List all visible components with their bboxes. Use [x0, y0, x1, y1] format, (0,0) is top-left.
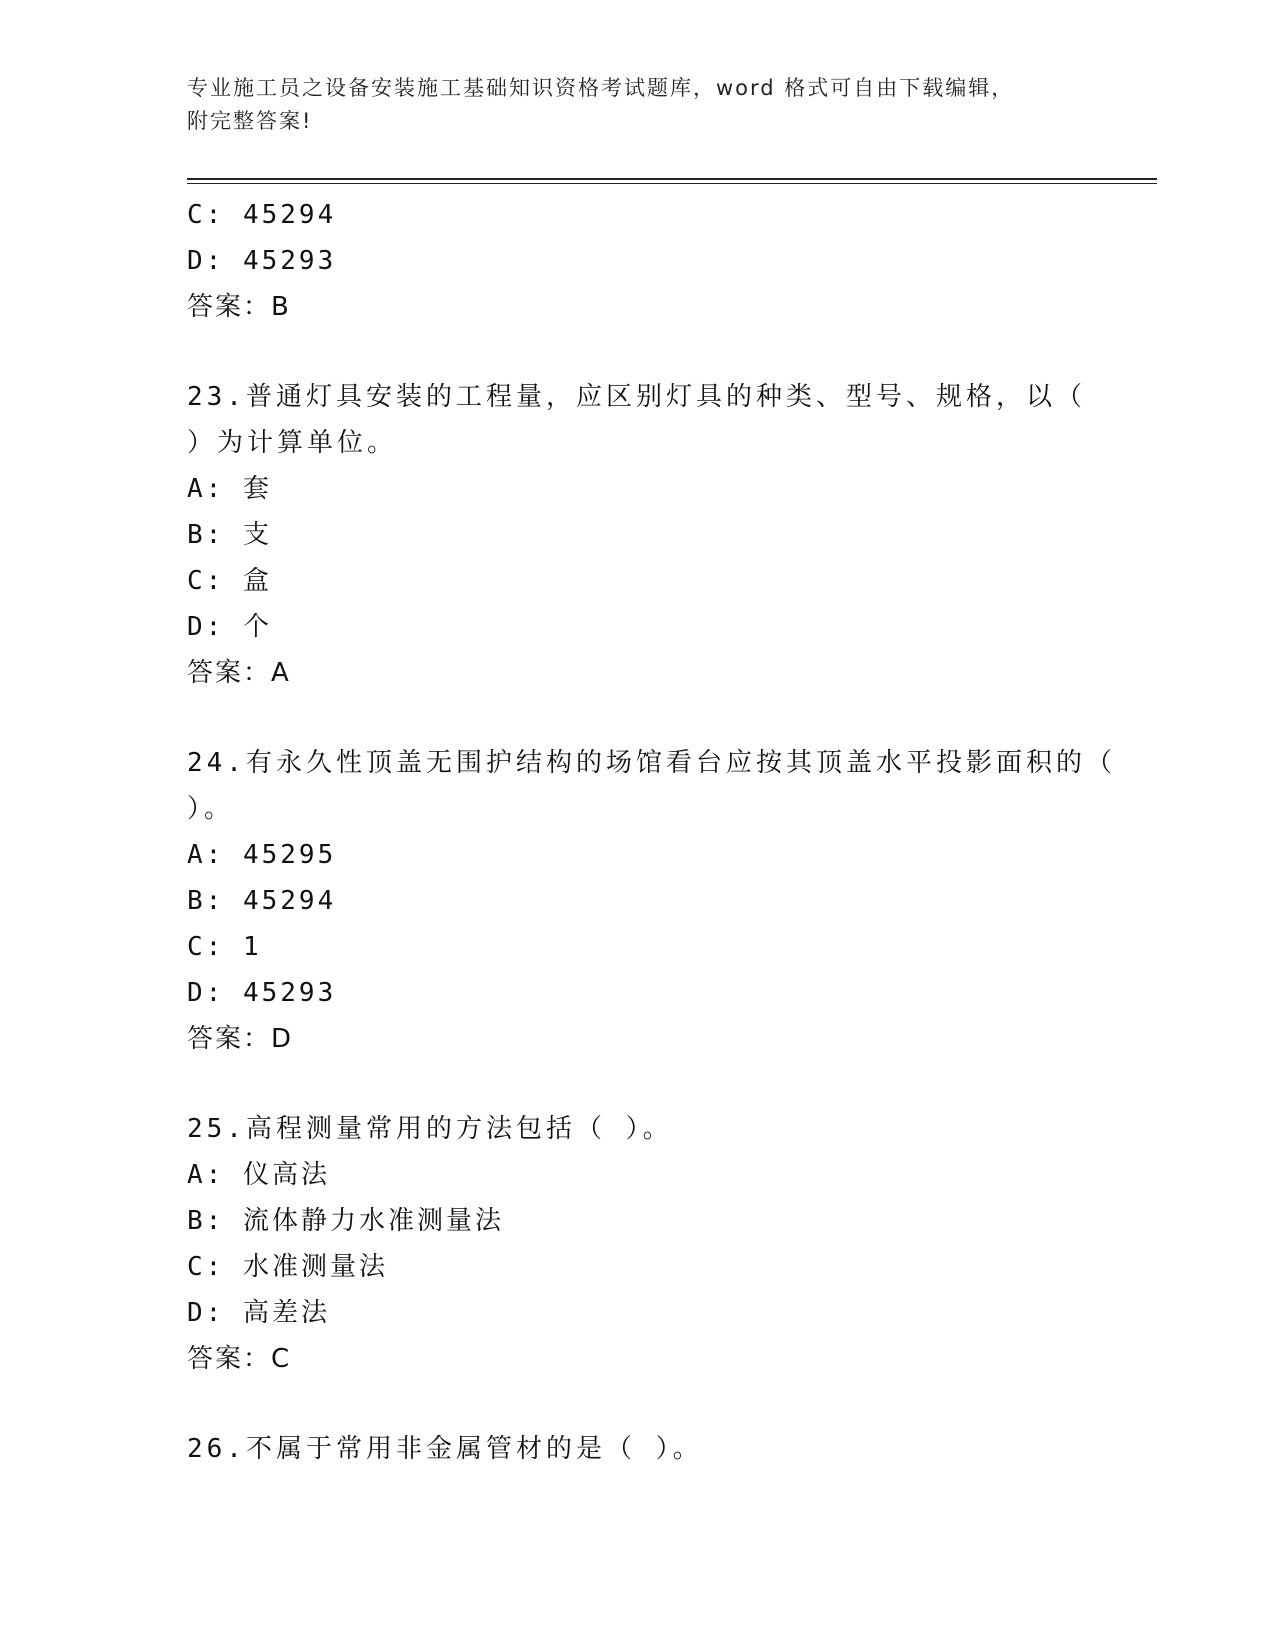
header-line-2: 附完整答案!	[187, 109, 313, 133]
answer-label: 答案：C	[187, 1344, 292, 1374]
option-b: B: 支	[187, 520, 272, 550]
question-25	[187, 1106, 1087, 1382]
question-24	[187, 740, 1116, 1062]
option-a: A: 仪高法	[187, 1160, 330, 1190]
question-text-line: ）。	[187, 794, 235, 824]
option-c: C: 盒	[187, 566, 272, 596]
document-header	[187, 72, 1087, 138]
answer-label: 答案：A	[187, 658, 291, 688]
question-text-line: 23.普通灯具安装的工程量，应区别灯具的种类、型号、规格，以（	[187, 382, 1086, 412]
option-c: C: 水准测量法	[187, 1252, 388, 1282]
question-26	[187, 1426, 1087, 1472]
option-c: C: 45294	[187, 200, 337, 230]
option-a: A: 套	[187, 474, 272, 504]
option-a: A: 45295	[187, 840, 337, 870]
header-divider-thick	[187, 178, 1157, 180]
question-text-line: ）为计算单位。	[187, 428, 398, 458]
option-b: B: 流体静力水准测量法	[187, 1206, 504, 1236]
answer-label: 答案：B	[187, 292, 291, 322]
option-d: D: 个	[187, 612, 272, 642]
question-22-tail	[187, 192, 1087, 330]
question-23	[187, 374, 1087, 696]
option-b: B: 45294	[187, 886, 337, 916]
question-list	[187, 192, 1116, 1472]
header-line-1: 专业施工员之设备安装施工基础知识资格考试题库，word 格式可自由下载编辑，	[187, 76, 1015, 100]
header-divider-thin	[187, 183, 1157, 184]
option-d: D: 45293	[187, 246, 337, 276]
question-text-line: 26.不属于常用非金属管材的是（ ）。	[187, 1434, 703, 1464]
option-d: D: 高差法	[187, 1298, 330, 1328]
option-c: C: 1	[187, 932, 262, 962]
answer-label: 答案：D	[187, 1024, 294, 1054]
question-text-line: 24.有永久性顶盖无围护结构的场馆看台应按其顶盖水平投影面积的（	[187, 748, 1116, 778]
question-text-line: 25.高程测量常用的方法包括（ ）。	[187, 1114, 673, 1144]
option-d: D: 45293	[187, 978, 337, 1008]
